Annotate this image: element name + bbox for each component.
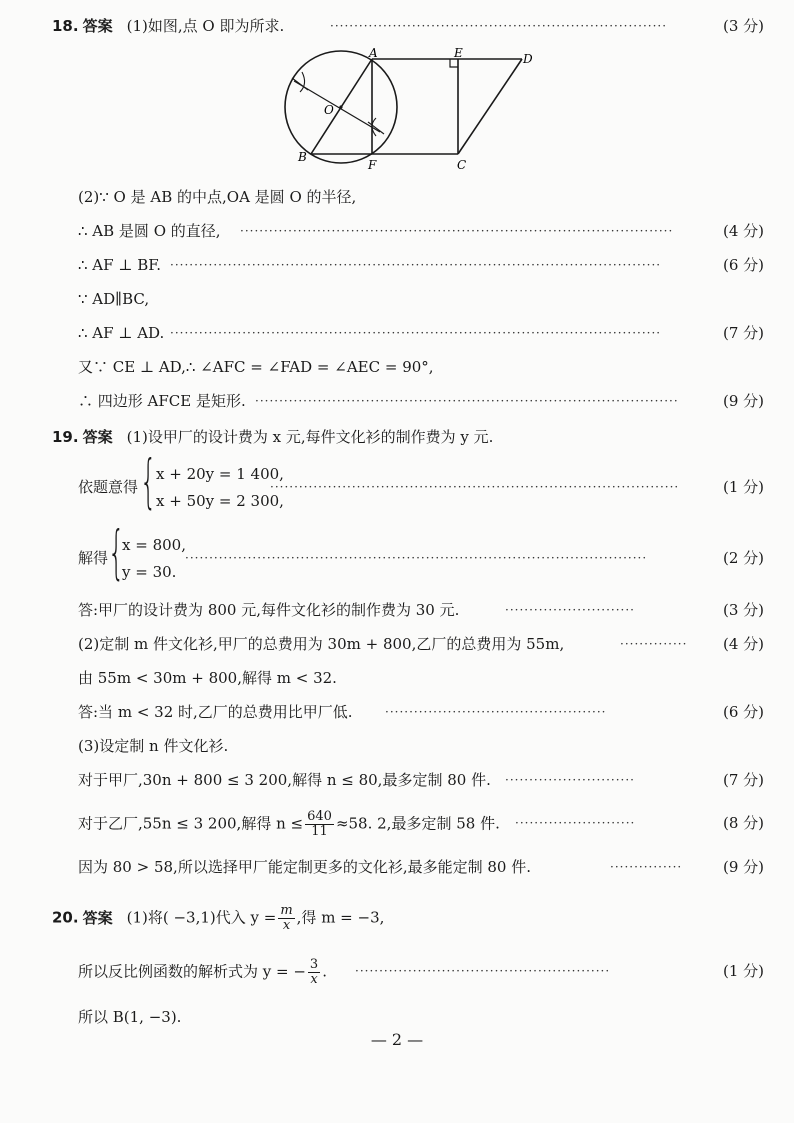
question-number: 20. — [52, 908, 79, 927]
q19-line-6 — [0, 699, 794, 725]
leader-dots: ··························· — [505, 773, 635, 787]
leader-dots: ································································································ — [185, 551, 648, 565]
denominator: x — [282, 918, 291, 933]
construction-tick — [292, 78, 308, 90]
numerator: 640 — [307, 809, 332, 824]
step-text: 因为 80 > 58,所以选择甲厂能定制更多的文化衫,最多能定制 80 件. — [78, 858, 531, 876]
q19-line-10 — [0, 854, 794, 880]
q18-line-7 — [0, 354, 794, 380]
step-text: 所以反比例函数的解析式为 y = − — [78, 962, 306, 981]
step-text: (3)设定制 n 件文化衫. — [78, 737, 229, 755]
label-a: A — [369, 48, 378, 60]
fraction — [278, 904, 294, 933]
brace: { — [140, 447, 157, 515]
step-text: 所以 B(1, −3). — [78, 1008, 182, 1026]
leader-dots: ······································································ — [330, 19, 668, 33]
construction-tick — [368, 122, 384, 134]
q19-line-7 — [0, 733, 794, 759]
score: (8 分) — [722, 814, 764, 832]
leader-dots: ····················································· — [355, 964, 611, 978]
leader-dots: ····················································································· — [270, 480, 680, 494]
leader-dots: ······································································································ — [170, 326, 662, 340]
q20-line-2 — [0, 957, 794, 987]
center-point-o — [339, 105, 342, 108]
question-number: 19. — [52, 428, 79, 446]
q20-line-1 — [0, 903, 794, 933]
q19-line-3 — [0, 597, 794, 623]
q18-line-4 — [0, 252, 794, 278]
equation-2: x + 50y = 2 300, — [156, 492, 284, 510]
step-text: (2)∵ O 是 AB 的中点,OA 是圆 O 的半径, — [78, 188, 357, 206]
q19-line-8 — [0, 767, 794, 793]
step-text: ,得 m = −3, — [296, 908, 385, 927]
step-text: ∴ 四边形 AFCE 是矩形. — [78, 392, 246, 410]
answer-tag: 答案 — [82, 908, 113, 927]
step-text: ∴ AF ⊥ BF. — [78, 256, 162, 274]
step-text: ∴ AB 是圆 O 的直径, — [78, 222, 221, 240]
step-text: 对于甲厂,30n + 800 ≤ 3 200,解得 n ≤ 80,最多定制 80 件. — [78, 771, 491, 789]
score: (3 分) — [722, 17, 764, 35]
q18-line-6 — [0, 320, 794, 346]
step-text: 又∵ CE ⊥ AD,∴ ∠AFC = ∠FAD = ∠AEC = 90°, — [78, 358, 434, 376]
q18-line-3 — [0, 218, 794, 244]
step-text: . — [322, 962, 327, 981]
leader-dots: ·············································· — [385, 705, 607, 719]
q18-line-1 — [0, 13, 794, 39]
score: (3 分) — [722, 601, 764, 619]
score: (4 分) — [722, 222, 764, 240]
step-text: (1)如图,点 O 即为所求. — [126, 17, 285, 35]
system-label: 依题意得 — [78, 478, 139, 496]
system-label: 解得 — [78, 549, 109, 567]
numerator: m — [280, 903, 293, 918]
equation-1: x = 800, — [122, 536, 186, 554]
equation-1: x + 20y = 1 400, — [156, 465, 284, 483]
equation-2: y = 30. — [122, 563, 177, 581]
fraction — [305, 810, 334, 839]
leader-dots: ························································································ — [255, 394, 679, 408]
step-text: 由 55m < 30m + 800,解得 m < 32. — [78, 669, 337, 687]
score: (1 分) — [722, 962, 764, 980]
leader-dots: ························· — [515, 816, 636, 830]
score: (4 分) — [722, 635, 764, 653]
numerator: 3 — [309, 957, 319, 972]
score: (6 分) — [722, 703, 764, 721]
step-text: (1)设甲厂的设计费为 x 元,每件文化衫的制作费为 y 元. — [126, 428, 494, 446]
denominator: 11 — [311, 824, 328, 839]
leader-dots: ··························· — [505, 603, 635, 617]
step-text: 答:当 m < 32 时,乙厂的总费用比甲厂低. — [78, 703, 353, 721]
label-c: C — [457, 158, 467, 172]
score: (2 分) — [722, 549, 764, 567]
question-number: 18. — [52, 17, 79, 35]
answer-tag: 答案 — [82, 17, 113, 35]
label-e: E — [454, 48, 463, 60]
score: (1 分) — [722, 478, 764, 496]
step-text: 对于乙厂,55n ≤ 3 200,解得 n ≤ — [78, 814, 304, 833]
answer-tag: 答案 — [82, 428, 113, 446]
q19-line-5 — [0, 665, 794, 691]
q19-line-9 — [0, 809, 794, 839]
label-f: F — [368, 158, 377, 172]
right-angle-mark — [450, 59, 458, 67]
page-number: — 2 — — [370, 1030, 424, 1049]
leader-dots: ·············· — [620, 637, 688, 651]
score: (9 分) — [722, 392, 764, 410]
score: (7 分) — [722, 771, 764, 789]
fraction — [308, 958, 320, 987]
segment-cd — [458, 59, 522, 154]
score: (7 分) — [722, 324, 764, 342]
q19-system-2 — [0, 518, 794, 586]
denominator: x — [310, 972, 318, 987]
q18-line-2 — [0, 184, 794, 210]
label-o: O — [324, 103, 334, 117]
q19-line-4 — [0, 631, 794, 657]
step-text: (2)定制 m 件文化衫,甲厂的总费用为 30m + 800,乙厂的总费用为 55m, — [78, 635, 565, 653]
construction-arc — [300, 72, 305, 92]
label-d: D — [523, 52, 533, 66]
leader-dots: ······································································································ — [170, 258, 662, 272]
leader-dots: ·························································································· — [240, 224, 674, 238]
step-text: ≈58. 2,最多定制 58 件. — [335, 814, 500, 833]
geometry-figure — [280, 48, 540, 176]
brace: { — [108, 518, 125, 586]
score: (9 分) — [722, 858, 764, 876]
step-text: ∵ AD∥BC, — [78, 290, 150, 308]
score: (6 分) — [722, 256, 764, 274]
leader-dots: ··············· — [610, 860, 683, 874]
label-b: B — [298, 150, 307, 164]
step-text: ∴ AF ⊥ AD. — [78, 324, 165, 342]
q18-line-5 — [0, 286, 794, 312]
q18-line-8 — [0, 388, 794, 414]
q20-line-3 — [0, 1004, 794, 1030]
q19-line-1 — [0, 424, 794, 450]
step-text: (1)将( −3,1)代入 y = — [126, 908, 277, 927]
q19-system-1 — [0, 447, 794, 515]
step-text: 答:甲厂的设计费为 800 元,每件文化衫的制作费为 30 元. — [78, 601, 460, 619]
